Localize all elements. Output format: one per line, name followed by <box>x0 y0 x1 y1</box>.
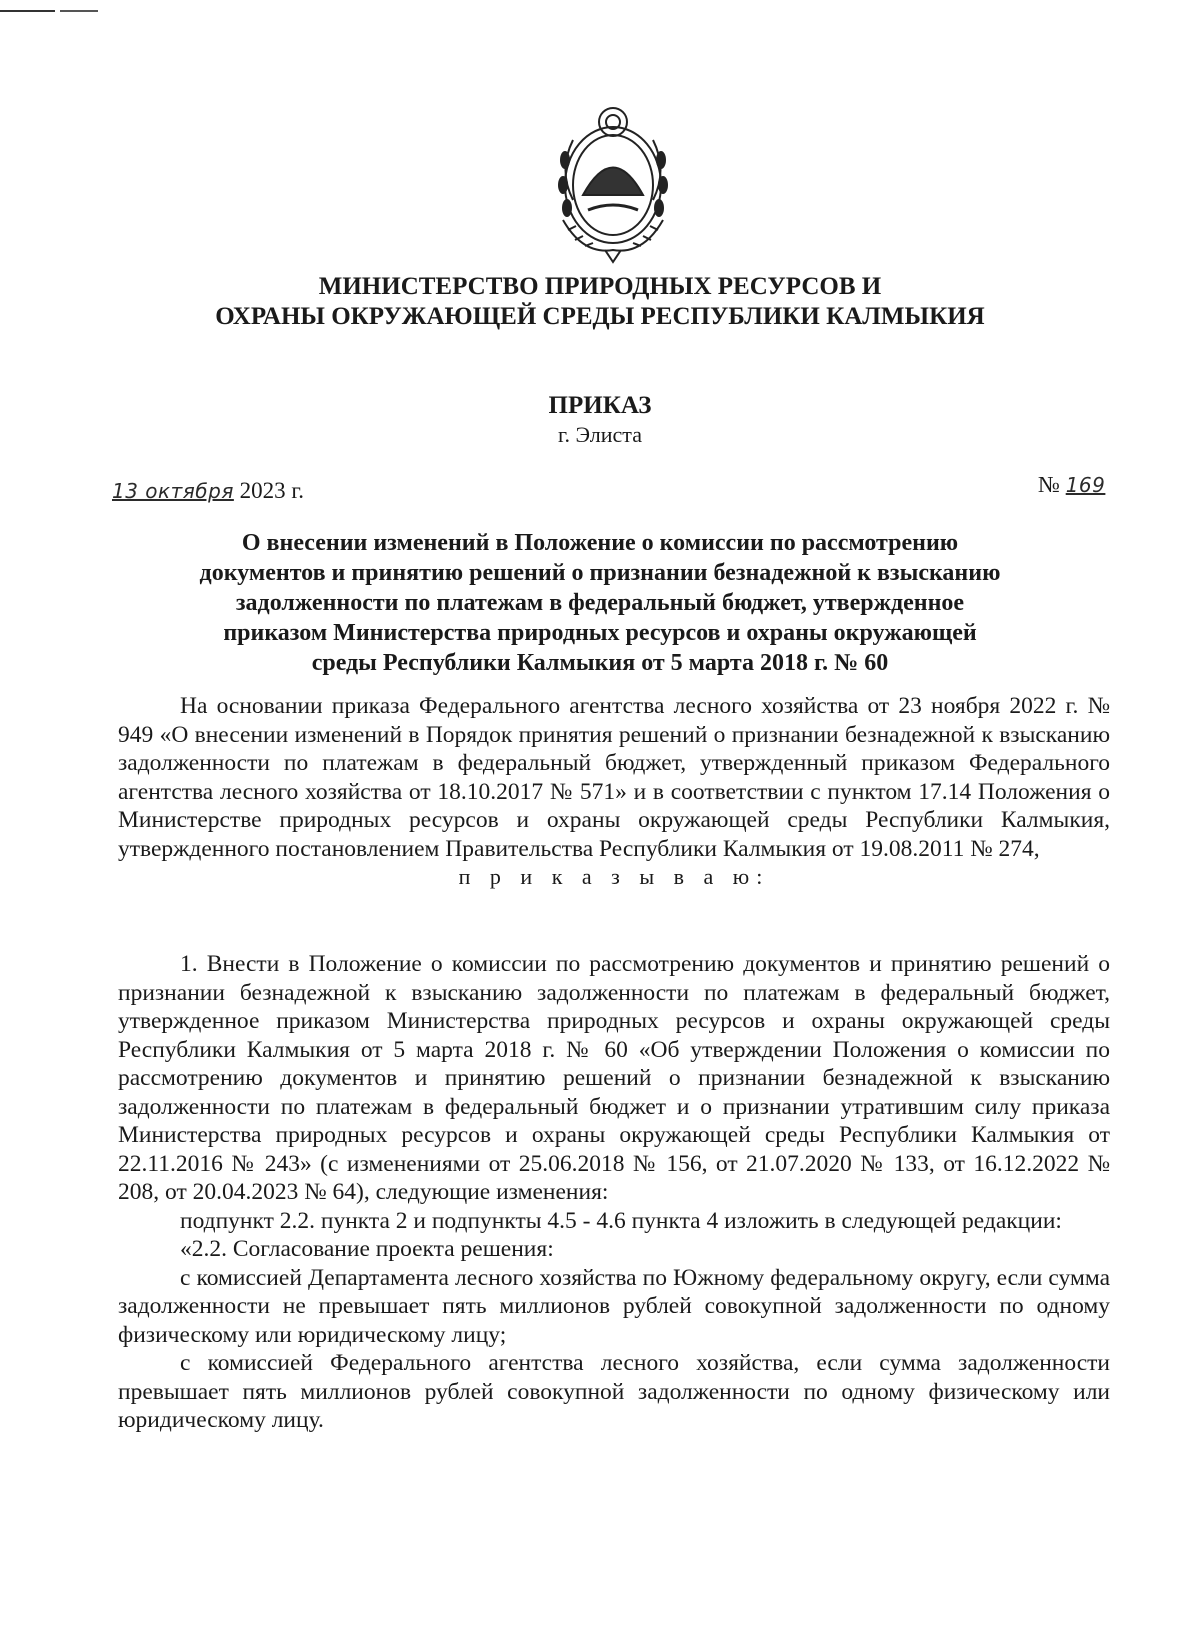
item-5: с комиссией Федерального агентства лесного хозяйства, если сумма задолженности превышает пять миллионов рублей совокупной задолженности по одному физическому или юридическому лицу. <box>118 1350 1110 1433</box>
handwritten-number: 169 <box>1065 473 1106 497</box>
document-number <box>1038 472 1105 498</box>
title-line: приказом Министерства природных ресурсов и охраны окружающей <box>223 620 977 646</box>
preamble <box>118 692 1110 892</box>
preamble-paragraph: На основании приказа Федерального агентства лесного хозяйства от 23 ноября 2022 г. № 949 «О внесении изменений в Порядок принятия решений о признании безнадежной к взысканию задолженности по платежам в федеральный бюджет, утвержденный приказом Федерального агентства лесного хозяйства от 18.10.2017 № 571» и в соответствии с пунктом 17.14 Положения о Министерстве природных ресурсов и охраны окружающей среды Республики Калмыкия, утвержденного постановлением Правительства Республики Калмыкия от 19.08.2011 № 274, <box>118 693 1110 862</box>
order-word: п р и к а з ы в а ю: <box>458 864 770 889</box>
title-line: документов и принятию решений о признании безнадежной к взысканию <box>199 560 1001 586</box>
date-year: 2023 г. <box>239 478 304 503</box>
number-prefix: № <box>1038 472 1060 497</box>
item-4: с комиссией Департамента лесного хозяйства по Южному федеральному округу, если сумма задолженности не превышает пять миллионов рублей совокупной задолженности по одному физическому или юридическому лицу; <box>118 1264 1110 1348</box>
org-line-1: МИНИСТЕРСТВО ПРИРОДНЫХ РЕСУРСОВ И <box>318 273 882 300</box>
scan-artifact <box>0 10 55 12</box>
item-3: «2.2. Согласование проекта решения: <box>180 1236 554 1262</box>
organization-name <box>0 272 1200 332</box>
title-line: среды Республики Калмыкия от 5 марта 2018 г. № 60 <box>311 650 889 676</box>
item-1: 1. Внести в Положение о комиссии по рассмотрению документов и принятию решений о признании безнадежной к взысканию задолженности по платежам в федеральный бюджет, утвержденное приказом Министерства природных ресурсов и охраны окружающей среды Республики Калмыкия от 5 марта 2018 г. № 60 «Об утверждении Положения о комиссии по рассмотрению документов и принятию решений о признании безнадежной к взысканию задолженности по платежам в федеральный бюджет и о признании утратившим силу приказа Министерства природных ресурсов и охраны окружающей среды Республики Калмыкия от 22.11.2016 № 243» (с изменениями от 25.06.2018 № 156, от 21.07.2020 № 133, от 16.12.2022 № 208, от 20.04.2023 № 64), следующие изменения: <box>118 951 1110 1205</box>
document-type: ПРИКАЗ <box>548 392 652 419</box>
order-items <box>118 950 1110 1435</box>
coat-of-arms-emblem <box>543 100 683 265</box>
handwritten-date: 13 октября <box>112 479 234 503</box>
document-title <box>150 528 1050 678</box>
document-date <box>112 478 304 504</box>
item-2: подпункт 2.2. пункта 2 и подпункты 4.5 - 4.6 пункта 4 изложить в следующей редакции: <box>180 1207 1062 1234</box>
city: г. Элиста <box>558 422 642 447</box>
title-line: О внесении изменений в Положение о комиссии по рассмотрению <box>241 530 959 556</box>
scan-artifact <box>60 10 98 12</box>
org-line-2: ОХРАНЫ ОКРУЖАЮЩЕЙ СРЕДЫ РЕСПУБЛИКИ КАЛМЫКИЯ <box>215 303 985 330</box>
title-line: задолженности по платежам в федеральный бюджет, утвержденное <box>235 590 965 616</box>
